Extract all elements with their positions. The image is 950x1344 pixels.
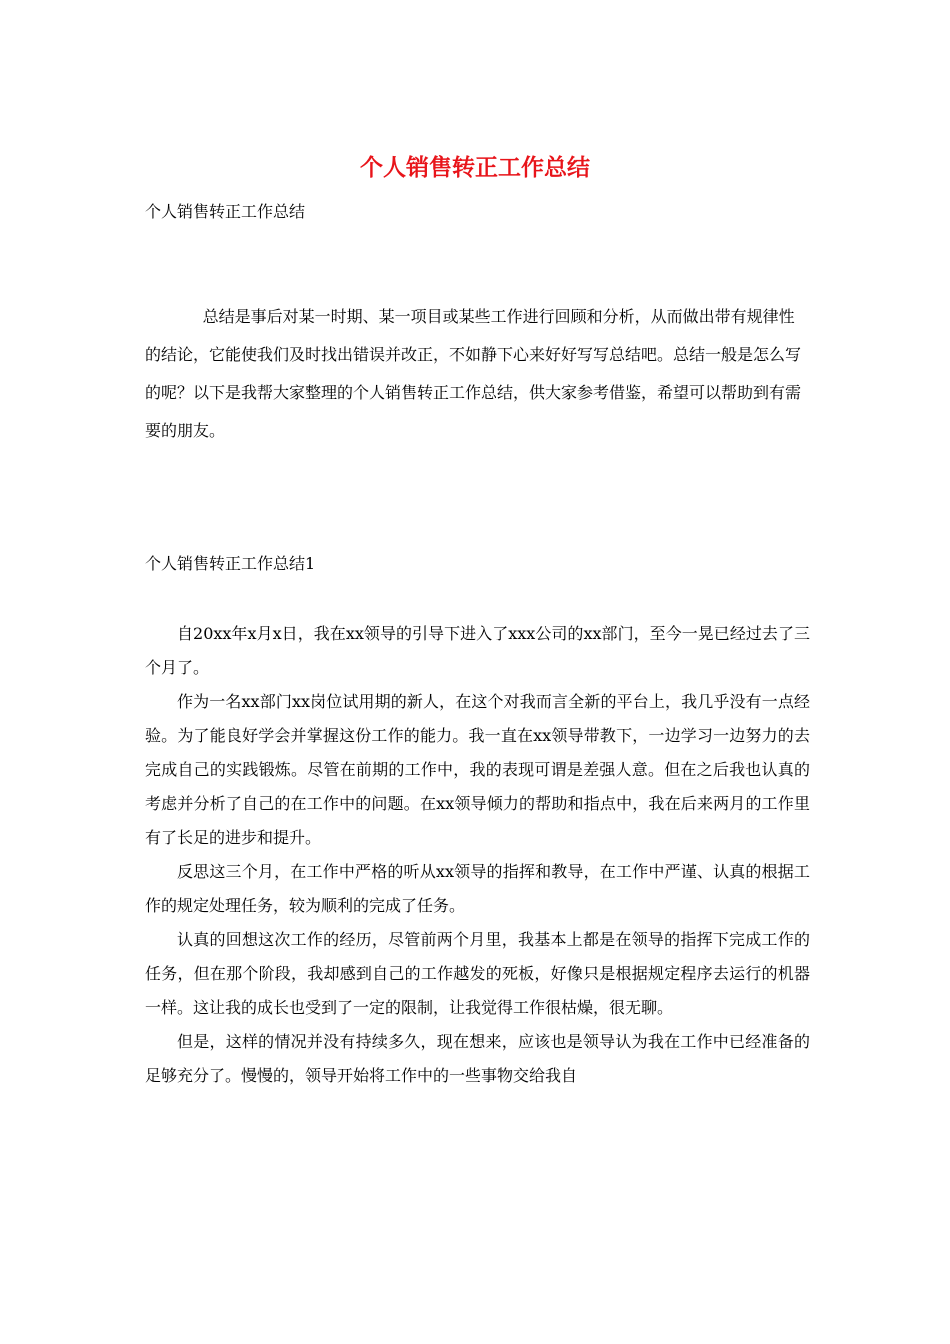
section-body [145, 617, 810, 1093]
body-paragraph: 反思这三个月，在工作中严格的听从xx领导的指挥和教导，在工作中严谨、认真的根据工作的规定处理任务，较为顺利的完成了任务。 [145, 862, 810, 915]
intro-paragraph: 总结是事后对某一时期、某一项目或某些工作进行回顾和分析，从而做出带有规律性的结论，它能使我们及时找出错误并改正，不如静下心来好好写写总结吧。总结一般是怎么写的呢？以下是我帮大家整理的个人销售转正工作总结，供大家参考借鉴，希望可以帮助到有需要的朋友。 [145, 307, 802, 440]
section-heading: 个人销售转正工作总结1 [145, 554, 316, 573]
body-paragraph: 认真的回想这次工作的经历，尽管前两个月里，我基本上都是在领导的指挥下完成工作的任务，但在那个阶段，我却感到自己的工作越发的死板，好像只是根据规定程序去运行的机器一样。这让我的成长也受到了一定的限制，让我觉得工作很枯燥，很无聊。 [145, 930, 810, 1017]
body-paragraph: 作为一名xx部门xx岗位试用期的新人，在这个对我而言全新的平台上，我几乎没有一点经验。为了能良好学会并掌握这份工作的能力。我一直在xx领导带教下，一边学习一边努力的去完成自己的实践锻炼。尽管在前期的工作中，我的表现可谓是差强人意。但在之后我也认真的考虑并分析了自己的在工作中的问题。在xx领导倾力的帮助和指点中，我在后来两月的工作里有了长足的进步和提升。 [145, 692, 810, 847]
body-paragraph: 自20xx年x月x日，我在xx领导的引导下进入了xxx公司的xx部门，至今一晃已经过去了三个月了。 [145, 624, 810, 677]
document-title: 个人销售转正工作总结 [360, 154, 590, 181]
body-paragraph: 但是，这样的情况并没有持续多久，现在想来，应该也是领导认为我在工作中已经准备的足够充分了。慢慢的，领导开始将工作中的一些事物交给我自 [145, 1032, 810, 1085]
document-subtitle: 个人销售转正工作总结 [145, 202, 306, 221]
